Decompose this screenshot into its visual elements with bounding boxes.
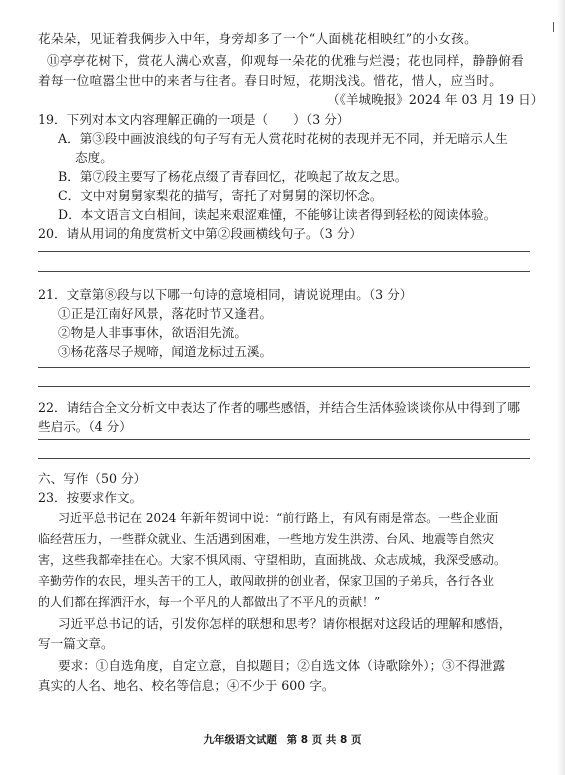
answer-line bbox=[38, 439, 530, 440]
question-19-stem: 19．下列对本文内容理解正确的一项是（ ）（3 分） bbox=[38, 112, 350, 127]
section-heading: 六、写作（50 分） bbox=[38, 471, 147, 486]
footer-page-number: 第 8 页 共 8 页 bbox=[286, 734, 362, 746]
question-19-option-d: D．本文语言文白相间，读起来艰涩难懂，不能够让读者得到轻松的阅读体验。 bbox=[58, 207, 497, 222]
quote-line-5: 的人们都在挥洒汗水，每一个平凡的人都做出了不平凡的贡献！” bbox=[38, 595, 381, 609]
quote-line-2: 临经营压力，一些群众就业、生活遇到困难，一些地方发生洪涝、台风、地震等自然灾 bbox=[38, 532, 495, 546]
paragraph-11-line-1: ⑪亭亭花树下，赏花人满心欢喜，仰观每一朵花的优雅与烂漫；花也同样，静静俯看 bbox=[47, 53, 525, 68]
footer-exam-title: 九年级语文试题 bbox=[203, 734, 277, 746]
question-22-stem: 22．请结合全文分析文中表达了作者的哪些感悟，并结合生活体验谈谈你从中得到了哪 bbox=[38, 400, 520, 415]
answer-line bbox=[38, 271, 530, 272]
paragraph-11-line-2: 着每一位喧嚣尘世中的来者与往者。春日时短，花期浅浅。惜花，惜人，应当时。 bbox=[38, 73, 503, 88]
writing-requirements: 要求：①自选角度，自定立意，自拟题目；②自选文体（诗歌除外）；③不得泄露 bbox=[58, 658, 506, 673]
passage-line: 花朵朵，见证着我俩步入中年，身旁却多了一个“人面桃花相映红”的小女孩。 bbox=[38, 31, 477, 46]
question-23-stem: 23．按要求作文。 bbox=[38, 490, 143, 505]
question-19-option-a-cont: 态度。 bbox=[75, 150, 113, 165]
writing-requirements-cont: 真实的人名、地名、校名等信息；④不少于 600 字。 bbox=[38, 678, 335, 693]
question-20-stem: 20．请从用词的角度赏析文中第②段画横线句子。（3 分） bbox=[38, 226, 362, 241]
writing-prompt: 习近平总书记的话，引发你怎样的联想和思考？请你根据对这段话的理解和感悟， bbox=[58, 616, 512, 631]
quote-line-3: 害，这些我都牵挂在心。大家不惧风雨、守望相助，直面挑战、众志成城，我深受感动。 bbox=[38, 553, 507, 567]
answer-line bbox=[38, 251, 530, 252]
question-19-option-a: A．第③段中画波浪线的句子写有无人赏花时花树的表现并无不同，并无暗示人生 bbox=[58, 131, 508, 146]
margin-mark bbox=[553, 22, 554, 32]
question-19-option-c: C．文中对舅舅家梨花的描写，寄托了对舅舅的深切怀念。 bbox=[58, 188, 383, 203]
page-edge-shadow bbox=[557, 0, 565, 775]
question-19-option-b: B．第⑦段主要写了杨花点缀了青春回忆，花唤起了故友之思。 bbox=[58, 169, 408, 184]
quote-line-1: 习近平总书记在 2024 年新年贺词中说：“前行路上，有风有雨是常态。一些企业面 bbox=[58, 511, 499, 525]
question-21-option-1: ①正是江南好风景，落花时节又逢君。 bbox=[58, 306, 273, 321]
writing-prompt-cont: 写一篇文章。 bbox=[38, 636, 114, 651]
answer-line bbox=[38, 458, 530, 459]
question-21-option-2: ②物是人非事事休，欲语泪先流。 bbox=[58, 325, 247, 340]
source-citation: （《羊城晚报》2024 年 03 月 19 日） bbox=[327, 92, 544, 107]
question-22-stem-cont: 些启示。（4 分） bbox=[38, 419, 132, 434]
answer-line bbox=[38, 367, 530, 368]
question-21-stem: 21．文章第⑧段与以下哪一句诗的意境相同，请说说理由。（3 分） bbox=[38, 287, 413, 302]
page-footer bbox=[0, 733, 565, 747]
answer-line bbox=[38, 386, 530, 387]
question-21-option-3: ③杨花落尽子规啼，闻道龙标过五溪。 bbox=[58, 344, 273, 359]
quote-line-4: 辛勤劳作的农民，埋头苦干的工人，敢闯敢拼的创业者，保家卫国的子弟兵，各行各业 bbox=[38, 574, 495, 588]
